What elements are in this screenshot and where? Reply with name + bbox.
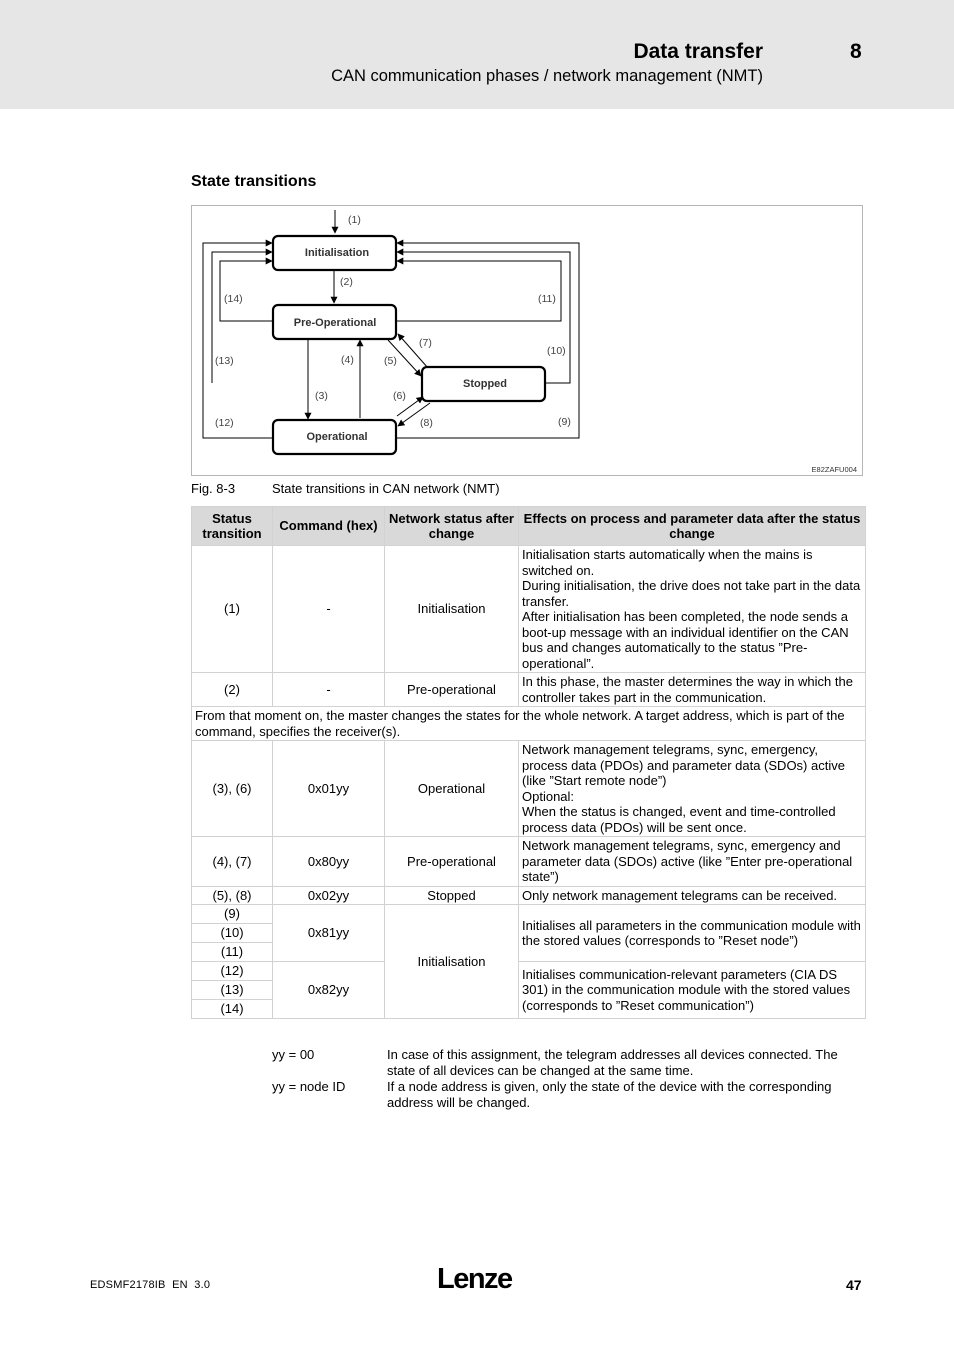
label-14: (14): [224, 293, 243, 305]
table-row: [192, 741, 866, 837]
figure-caption-text: State transitions in CAN network (NMT): [272, 481, 500, 496]
note-key: yy = 00: [272, 1047, 315, 1062]
cell-transition: (13): [192, 981, 273, 1000]
page-number: 47: [846, 1277, 862, 1293]
cell-status: Pre-operational: [385, 673, 519, 707]
effects-line: Network management telegrams, sync, emergency, process data (PDOs) and parameter data (SDOs) active (like ”Start remote node”): [522, 742, 845, 788]
table-row: [192, 546, 866, 673]
table-row: [192, 886, 866, 905]
cell-transition: (10): [192, 924, 273, 943]
label-4: (4): [341, 354, 354, 366]
footer-doc-id: EDSMF2178IB EN 3.0: [90, 1279, 211, 1291]
label-9: (9): [558, 416, 571, 428]
label-6: (6): [393, 390, 406, 402]
label-13: (13): [215, 355, 234, 367]
cell-command: -: [273, 546, 385, 673]
cell-transition: (1): [192, 546, 273, 673]
state-label-stopped: Stopped: [463, 378, 507, 390]
cell-effects: Initialises communication-relevant parameters (CIA DS 301) in the communication module with the stored values (corresponds to ”Reset communication”): [519, 962, 866, 1019]
header-subtitle: CAN communication phases / network management (NMT): [331, 67, 763, 85]
state-label-op: Operational: [306, 431, 368, 443]
cell-transition: (14): [192, 1000, 273, 1019]
cell-transition: (11): [192, 943, 273, 962]
table-row: [192, 837, 866, 887]
table-row: [192, 962, 866, 981]
cell-status: Initialisation: [385, 905, 519, 1019]
table-header-row: [192, 507, 866, 546]
note-text: In case of this assignment, the telegram addresses all devices connected. The state of all devices can be changed at the same time.: [387, 1047, 838, 1078]
state-label-preop: Pre-Operational: [293, 317, 377, 329]
effects-line: When the status is changed, event and time-controlled process data (PDOs) will be sent once.: [522, 804, 836, 835]
label-5: (5): [384, 355, 397, 367]
figure-code: E82ZAFU004: [811, 465, 857, 474]
cell-transition: (3), (6): [192, 741, 273, 837]
cell-transition: (4), (7): [192, 837, 273, 887]
cell-command: 0x82yy: [273, 962, 385, 1019]
edge-14: [220, 261, 273, 321]
cell-status: Stopped: [385, 886, 519, 905]
label-10: (10): [547, 345, 566, 357]
cell-transition: (9): [192, 905, 273, 924]
cell-command: 0x80yy: [273, 837, 385, 887]
effects-line: After initialisation has been completed, the node sends a boot-up message with an individual identifier on the CAN bus and changes automatically to the status ”Pre-operational”.: [522, 609, 849, 671]
effects-line: Optional:: [522, 788, 575, 804]
brand-logo: Lenze: [437, 1263, 512, 1295]
header-title: Data transfer: [633, 40, 763, 63]
state-diagram: [192, 206, 864, 477]
cell-status: Operational: [385, 741, 519, 837]
note-text: If a node address is given, only the state of the device with the corresponding address will be changed.: [387, 1079, 832, 1110]
col-header-command: Command (hex): [273, 507, 385, 546]
label-2: (2): [340, 276, 353, 288]
page-header: [0, 0, 954, 109]
chapter-number: 8: [850, 40, 862, 63]
effects-line: Initialisation starts automatically when the mains is switched on.: [522, 547, 813, 578]
figure-caption-number: Fig. 8-3: [191, 481, 236, 496]
state-label-init: Initialisation: [304, 247, 370, 259]
table-row: [192, 673, 866, 707]
cell-effects: Only network management telegrams can be received.: [519, 886, 866, 905]
edge-12: [203, 243, 273, 438]
cell-effects: In this phase, the master determines the way in which the controller takes part in the communication.: [519, 673, 866, 707]
edge-10: [397, 252, 570, 383]
label-8: (8): [420, 417, 433, 429]
cell-effects: Network management telegrams, sync, emergency and parameter data (SDOs) active (like ”Enter pre-operational state”): [519, 837, 866, 887]
cell-command: 0x01yy: [273, 741, 385, 837]
cell-transition: (5), (8): [192, 886, 273, 905]
cell-transition: (2): [192, 673, 273, 707]
table-note-row: [192, 707, 866, 741]
col-header-transition: Status transition: [192, 507, 273, 546]
state-diagram-figure: [191, 205, 863, 476]
edge-11: [397, 261, 561, 321]
span-note: From that moment on, the master changes the states for the whole network. A target address, which is part of the command, specifies the receiver(s).: [192, 707, 866, 741]
cell-command: 0x81yy: [273, 905, 385, 962]
section-title: State transitions: [191, 173, 317, 190]
cell-command: 0x02yy: [273, 886, 385, 905]
cell-command: -: [273, 673, 385, 707]
label-12: (12): [215, 417, 234, 429]
cell-effects: Initialises all parameters in the communication module with the stored values (corresponds to ”Reset node”): [519, 905, 866, 962]
cell-effects: [519, 546, 866, 673]
label-11: (11): [538, 293, 556, 305]
label-1: (1): [348, 214, 361, 226]
label-7: (7): [419, 337, 432, 349]
cell-status: Pre-operational: [385, 837, 519, 887]
table-row: [192, 905, 866, 924]
cell-transition: (12): [192, 962, 273, 981]
effects-line: During initialisation, the drive does not take part in the data transfer.: [522, 578, 861, 609]
label-3: (3): [315, 390, 328, 402]
transitions-table: [191, 506, 866, 1019]
cell-effects: [519, 741, 866, 837]
note-key: yy = node ID: [272, 1079, 346, 1094]
cell-status: Initialisation: [385, 546, 519, 673]
col-header-effects: Effects on process and parameter data after the status change: [519, 507, 866, 546]
col-header-status: Network status after change: [385, 507, 519, 546]
